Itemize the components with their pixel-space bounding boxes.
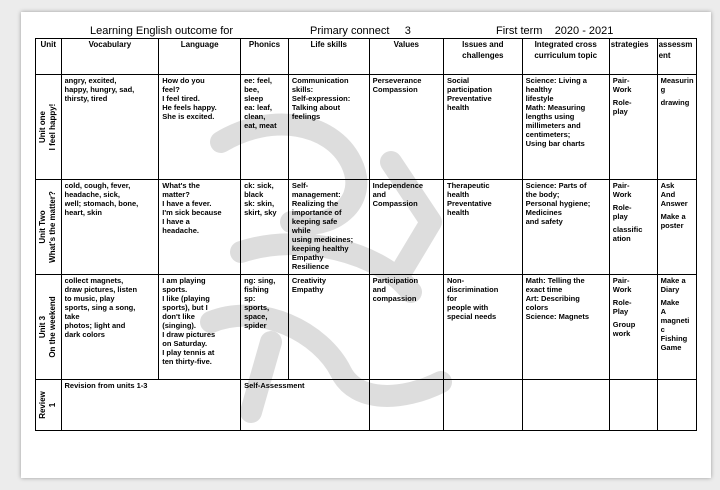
- vocabulary-cell: [61, 275, 159, 380]
- cell-line: Fishing: [660, 334, 688, 343]
- cell-line: sports.: [162, 285, 188, 294]
- phonics-cell: [241, 275, 289, 380]
- cell-line: Math: Measuring: [525, 103, 586, 112]
- cell-line: dark colors: [64, 330, 105, 339]
- cell-line: headache, sick,: [64, 190, 120, 199]
- column-header: assessment: [657, 39, 696, 75]
- cell-line: Using bar charts: [525, 139, 585, 148]
- review-row: [36, 380, 697, 431]
- cell-line: collect magnets,: [64, 276, 124, 285]
- cell-line: I have a: [162, 217, 190, 226]
- cell-line: fishing: [244, 285, 269, 294]
- cell-line: sports,: [244, 303, 270, 312]
- cell-line: Personal hygiene;: [525, 199, 591, 208]
- cell-line: on Saturday.: [162, 339, 208, 348]
- cell-line: Compassion: [372, 85, 418, 94]
- cell-line: people with: [447, 303, 489, 312]
- unit-title-line: Review: [38, 391, 48, 419]
- cell-line: Preventative: [447, 94, 492, 103]
- cell-line: Work: [612, 285, 632, 294]
- issues-cell: [444, 75, 523, 180]
- cell-line: He feels happy.: [162, 103, 217, 112]
- language-cell: [159, 180, 241, 275]
- cell-line: Communication: [291, 76, 349, 85]
- language-cell: [159, 275, 241, 380]
- cell-line: Work: [612, 85, 632, 94]
- unit-cell: [36, 180, 62, 275]
- topic-cell: [522, 75, 609, 180]
- cell-line: Diary: [660, 285, 680, 294]
- cell-line: matter?: [162, 190, 190, 199]
- column-header: Unit: [36, 39, 62, 75]
- cell-line: skirt, sky: [244, 208, 277, 217]
- unit-cell: [36, 275, 62, 380]
- cell-line: I'm sick because: [162, 208, 222, 217]
- cell-line: and: [372, 190, 386, 199]
- cell-line: sp:: [244, 294, 256, 303]
- cell-line: feel?: [162, 85, 180, 94]
- values-cell: [369, 75, 443, 180]
- review-phonics-cell: [241, 380, 370, 431]
- cell-line: Role-: [612, 98, 632, 107]
- cell-line: ten thirty-five.: [162, 357, 212, 366]
- unit-title-line: I feel happy!: [48, 103, 58, 151]
- unit-title-line: Unit Two: [38, 210, 48, 244]
- cell-line: play: [612, 212, 628, 221]
- column-header: Phonics: [241, 39, 289, 75]
- cell-line: She is excited.: [162, 112, 215, 121]
- cell-line: discrimination: [447, 285, 499, 294]
- cell-line: thirsty, tired: [64, 94, 108, 103]
- cell-line: participation: [447, 85, 493, 94]
- cell-line: healthy: [525, 85, 552, 94]
- cell-line: cold, cough, fever,: [64, 181, 131, 190]
- cell-line: ee: feel,: [244, 76, 273, 85]
- cell-line: colors: [525, 303, 549, 312]
- school-year: 2020 - 2021: [554, 25, 614, 37]
- cell-line: for: [447, 294, 458, 303]
- cell-line: g: [660, 85, 666, 94]
- cell-line: Work: [612, 190, 632, 199]
- term-label: First term: [496, 25, 543, 37]
- cell-line: Self-expression:: [291, 94, 351, 103]
- cell-line: Independence: [372, 181, 424, 190]
- unit-label: [38, 104, 58, 151]
- cell-line: magneti: [660, 316, 690, 325]
- column-header: Life skills: [288, 39, 369, 75]
- cell-line: Group: [612, 320, 636, 329]
- cell-line: work: [612, 329, 631, 338]
- cell-line: importance of: [291, 208, 342, 217]
- cell-line: Talking about: [291, 103, 341, 112]
- cell-line: happy, hungry, sad,: [64, 85, 135, 94]
- unit-label: [38, 296, 58, 357]
- cell-line: and: [372, 285, 386, 294]
- cell-line: and safety: [525, 217, 563, 226]
- cell-line: Empathy: [291, 253, 324, 262]
- cell-line: Compassion: [372, 199, 418, 208]
- cell-line: lifestyle: [525, 94, 554, 103]
- outcome-table: [35, 38, 697, 431]
- table-row: [36, 275, 697, 380]
- cell-line: management:: [291, 190, 341, 199]
- column-header: Language: [159, 39, 241, 75]
- cell-line: Medicines: [525, 208, 562, 217]
- cell-line: feelings: [291, 112, 321, 121]
- cell-line: play: [612, 107, 628, 116]
- cell-line: Make: [660, 298, 680, 307]
- cell-line: Pair-: [612, 276, 630, 285]
- cell-line: Preventative: [447, 199, 492, 208]
- cell-line: Empathy: [291, 285, 324, 294]
- cell-line: spider: [244, 321, 267, 330]
- cell-line: Make a: [660, 276, 686, 285]
- cell-line: Resilience: [291, 262, 329, 271]
- cell-line: classific: [612, 225, 643, 234]
- cell-line: I am playing: [162, 276, 206, 285]
- cell-line: Art: Describing: [525, 294, 580, 303]
- cell-line: poster: [660, 221, 684, 230]
- vocabulary-cell: [61, 180, 159, 275]
- life-skills-cell: [288, 275, 369, 380]
- cell-line: I draw pictures: [162, 330, 216, 339]
- cell-line: bee,: [244, 85, 260, 94]
- cell-line: space,: [244, 312, 268, 321]
- life-skills-cell: [288, 75, 369, 180]
- cell-line: to music, play: [64, 294, 115, 303]
- cell-line: Perseverance: [372, 76, 422, 85]
- cell-line: ck: sick,: [244, 181, 274, 190]
- column-header: Integrated cross curriculum topic: [522, 39, 609, 75]
- unit-label: [38, 191, 58, 263]
- unit-title-line: Unit one: [38, 111, 48, 143]
- vocabulary-cell: [61, 75, 159, 180]
- cell-line: sports, sing a song,: [64, 303, 136, 312]
- unit-title-line: What's the matter?: [48, 191, 58, 263]
- cell-line: Self-: [291, 181, 309, 190]
- cell-line: Pair-: [612, 76, 630, 85]
- empty-cell: [609, 380, 657, 431]
- cell-line: Game: [660, 343, 682, 352]
- cell-line: photos; light and: [64, 321, 126, 330]
- values-cell: [369, 275, 443, 380]
- cell-line: special needs: [447, 312, 497, 321]
- cell-line: angry, excited,: [64, 76, 117, 85]
- cell-line: Self-Assessment: [244, 381, 305, 390]
- cell-line: heart, skin: [64, 208, 103, 217]
- cell-line: sports), but I: [162, 303, 208, 312]
- course-number: 3: [404, 25, 411, 37]
- cell-line: Math: Telling the: [525, 276, 585, 285]
- cell-line: Science: Living a: [525, 76, 587, 85]
- cell-line: health: [447, 190, 470, 199]
- phonics-cell: [241, 180, 289, 275]
- cell-line: Science: Parts of: [525, 181, 587, 190]
- cell-line: Realizing the: [291, 199, 339, 208]
- cell-line: keeping healthy: [291, 244, 349, 253]
- issues-cell: [444, 275, 523, 380]
- unit-title-line: Unit 3: [38, 315, 48, 339]
- cell-line: black: [244, 190, 264, 199]
- unit-cell: [36, 75, 62, 180]
- column-header: Values: [369, 39, 443, 75]
- empty-cell: [369, 380, 443, 431]
- topic-cell: [522, 180, 609, 275]
- cell-line: headache.: [162, 226, 199, 235]
- cell-line: take: [64, 312, 80, 321]
- assessment-cell: [657, 75, 696, 180]
- course-label: Primary connect: [310, 25, 390, 37]
- cell-line: while: [291, 226, 311, 235]
- cell-line: lengths using: [525, 112, 575, 121]
- strategies-cell: [609, 75, 657, 180]
- cell-line: What's the: [162, 181, 200, 190]
- strategies-cell: [609, 180, 657, 275]
- cell-line: Measurin: [660, 76, 694, 85]
- cell-line: millimeters and: [525, 121, 581, 130]
- column-header: strategies: [609, 39, 657, 75]
- cell-line: don't like: [162, 312, 195, 321]
- empty-cell: [522, 380, 609, 431]
- values-cell: [369, 180, 443, 275]
- cell-line: draw pictures, listen: [64, 285, 138, 294]
- issues-cell: [444, 180, 523, 275]
- cell-line: Role-: [612, 298, 632, 307]
- document-page: [21, 12, 711, 478]
- life-skills-cell: [288, 180, 369, 275]
- review-vocabulary-cell: [61, 380, 241, 431]
- phonics-cell: [241, 75, 289, 180]
- cell-line: sk: skin,: [244, 199, 275, 208]
- unit-title-line: 1: [48, 402, 58, 408]
- cell-line: keeping safe: [291, 217, 338, 226]
- topic-cell: [522, 275, 609, 380]
- assessment-cell: [657, 180, 696, 275]
- cell-line: Science: Magnets: [525, 312, 589, 321]
- cell-line: compassion: [372, 294, 417, 303]
- cell-line: using medicines;: [291, 235, 354, 244]
- language-cell: [159, 75, 241, 180]
- table-row: [36, 75, 697, 180]
- cell-line: exact time: [525, 285, 563, 294]
- unit-label: [38, 391, 58, 419]
- cell-line: Participation: [372, 276, 419, 285]
- cell-line: the body;: [525, 190, 560, 199]
- cell-line: Social: [447, 76, 470, 85]
- cell-line: sleep: [244, 94, 264, 103]
- cell-line: Make a: [660, 212, 686, 221]
- cell-line: A: [660, 307, 667, 316]
- cell-line: health: [447, 103, 470, 112]
- cell-line: ea: leaf,: [244, 103, 273, 112]
- unit-cell: [36, 380, 62, 431]
- cell-line: I like (playing: [162, 294, 210, 303]
- empty-cell: [444, 380, 523, 431]
- column-header: Vocabulary: [61, 39, 159, 75]
- cell-line: And: [660, 190, 676, 199]
- strategies-cell: [609, 275, 657, 380]
- cell-line: centimeters;: [525, 130, 571, 139]
- cell-line: Creativity: [291, 276, 327, 285]
- cell-line: Ask: [660, 181, 675, 190]
- cell-line: How do you: [162, 76, 205, 85]
- table-row: [36, 180, 697, 275]
- cell-line: (singing).: [162, 321, 197, 330]
- cell-line: ng: sing,: [244, 276, 276, 285]
- cell-line: Role-: [612, 203, 632, 212]
- empty-cell: [657, 380, 696, 431]
- document-title: Learning English outcome for: [90, 25, 234, 37]
- cell-line: health: [447, 208, 470, 217]
- cell-line: skills:: [291, 85, 314, 94]
- cell-line: Therapeutic: [447, 181, 490, 190]
- cell-line: clean,: [244, 112, 266, 121]
- table-header-row: [36, 39, 697, 75]
- cell-line: I feel tired.: [162, 94, 200, 103]
- cell-line: Revision from units 1-3: [64, 381, 148, 390]
- cell-line: eat, meat: [244, 121, 277, 130]
- column-header: Issues and challenges: [444, 39, 523, 75]
- cell-line: c: [660, 325, 665, 334]
- cell-line: ation: [612, 234, 631, 243]
- cell-line: I play tennis at: [162, 348, 215, 357]
- cell-line: I have a fever.: [162, 199, 212, 208]
- cell-line: Play: [612, 307, 629, 316]
- cell-line: drawing: [660, 98, 690, 107]
- cell-line: Non-: [447, 276, 465, 285]
- unit-title-line: On the weekend: [48, 296, 58, 358]
- cell-line: Pair-: [612, 181, 630, 190]
- assessment-cell: [657, 275, 696, 380]
- cell-line: well; stomach, bone,: [64, 199, 139, 208]
- cell-line: Answer: [660, 199, 688, 208]
